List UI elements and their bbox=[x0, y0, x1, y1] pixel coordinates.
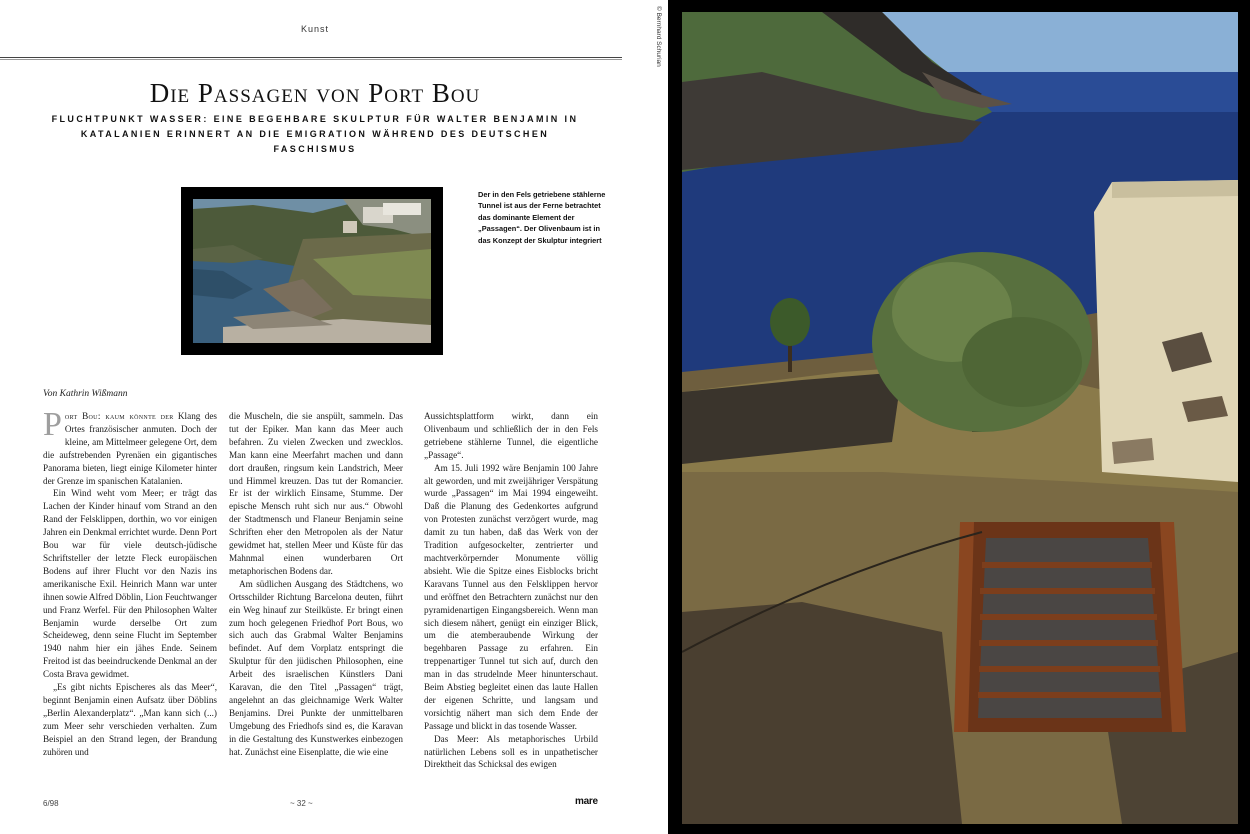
lead-paragraph-text: Klang des Ortes französischer anmuten. Doch der kleine, am Mittelmeer gelegene Ort, dem die aufstrebenden Pyrenäen ein gigantisches Panorama bieten, liegt einige Kilometer hinter der Grenze im spanischen Katalanien. bbox=[43, 411, 217, 486]
article-column-2 bbox=[229, 410, 403, 792]
article-headline: Die Passagen von Port Bou bbox=[149, 78, 481, 108]
inset-photo-coastline bbox=[193, 199, 431, 343]
page-number: ~ 32 ~ bbox=[290, 799, 313, 808]
section-label: Kunst bbox=[300, 24, 329, 34]
photo-credit-text: © Bernhard Schurian bbox=[655, 6, 662, 67]
header-rule bbox=[0, 57, 622, 60]
article-paragraph: Aussichtsplattform wirkt, dann ein Olivenbaum und schließlich der in den Fels getriebene stählerne Tunnel, die eigentliche „Passage“. bbox=[424, 411, 598, 460]
inset-photo bbox=[181, 187, 443, 355]
article-paragraph: Das Meer: Als metaphorisches Urbild natürlichen Lebens soll es in unpathetischer Direktheit das Schicksal des ewigen bbox=[424, 733, 598, 770]
large-photo-steel-stairs bbox=[682, 12, 1238, 824]
article-column-1 bbox=[43, 410, 217, 792]
photo-credit bbox=[651, 6, 665, 86]
lead-in-caps: ort Bou: kaum könnte der bbox=[64, 411, 174, 421]
article-subhead: FLUCHTPUNKT WASSER: EINE BEGEHBARE SKULPTUR FÜR WALTER BENJAMIN IN KATALANIEN ERINNERT AN DIE EMIGRATION WÄHREND DES DEUTSCHEN FASCHISMUS bbox=[51, 114, 579, 154]
drop-cap: P bbox=[43, 410, 62, 443]
article-byline: Von Kathrin Wißmann bbox=[43, 389, 128, 399]
issue-number: 6/98 bbox=[43, 799, 59, 808]
photo-caption: Der in den Fels getriebene stählerne Tunnel ist aus der Ferne betrachtet das dominante Element der „Passagen“. Der Olivenbaum ist in das Konzept der Skulptur integriert bbox=[478, 190, 606, 245]
article-paragraph: Ein Wind weht vom Meer; er trägt das Lachen der Kinder hinauf vom Strand an den Rand der Felsklippen, dorthin, wo vor einigen Jahren ein Denkmal errichtet wurde. Denn Port Bou war für viele deutsch-jüdische Schriftsteller der letzte Fleck europäischen Bodens auf ihrer Flucht vor den Nazis ins amerikanische Exil. Heinrich Mann war unter ihnen sowie Alfred Döblin, Lion Feuchtwanger und Franz Werfel. Für den Philosophen Walter Benjamin wurde derselbe Ort zum Scheideweg, denn seine Flucht im September 1940 nahm hier ein jähes Ende. Seinem Freitod ist das beeindruckende Denkmal an der Costa Brava gewidmet. bbox=[43, 488, 217, 680]
article-paragraph: Am südlichen Ausgang des Städtchens, wo Ortsschilder Richtung Barcelona deuten, führt ein Weg hinauf zur Steilküste. Er bringt einen zum hoch gelegenen Friedhof Port Bous, wo sich auch das Grabmal Walter Benjamins befindet. Auf dem Vorplatz entspringt die Skulptur für den jüdischen Philosophen, eine Arbeit des israelischen Künstlers Dani Karavan, die den Titel „Passagen“ trägt, angelehnt an das gleichnamige Werk Walter Benjamins. Drei Punkte der unmittelbaren Umgebung des Friedhofs sind es, die Karavan in die Gestaltung des Kunstwerkes einbezogen hat. Zunächst eine Eisenplatte, die wie eine bbox=[229, 578, 403, 757]
magazine-logo: mare bbox=[575, 796, 598, 807]
article-paragraph: die Muscheln, die sie anspült, sammeln. Das tut der Epiker. Man kann das Meer auch befahren. Zu vielen Zwecken und zwecklos. Man kann eine Meerfahrt machen und dann dort draußen, ringsum kein Landstrich, Meer und Himmel kreuzen. Das tut der Romancier. Er ist der wirklich Einsame, Stumme. Der epische Mensch ruht sich nur aus.“ Obwohl der Stadtmensch und Flaneur Benjamin seine Schriften eher den Metropolen als der Natur gewidmet hat, stellen Meer und Küste für das Mahnmal einen wunderbaren Ort metaphorischen Bodens dar. bbox=[229, 411, 403, 576]
article-paragraph: Am 15. Juli 1992 wäre Benjamin 100 Jahre alt geworden, und mit zweijähriger Verspätung wurde „Passagen“ im Mai 1994 eingeweiht. Daß die Planung des Gedenkortes aufgrund von Protesten zunächst verzögert wurde, mag damit zu tun haben, daß das Werk von der Tradition aufgesockelter, zentrierter und machtverkörpernder Monumente völlig absieht. Wie die Spitze eines Eisblocks bricht Karavans Tunnel aus den Felsklippen hervor und eröffnet den Betrachtern zunächst nur den pyramidenartigen Eingangsbereich. Wenn man sich diesem nähert, genügt ein einziger Blick, um die atemberaubende Wirkung der begehbaren Passage zu erfahren. Ein treppenartiger Tunnel tut sich auf, durch den man in das strudelnde Meer hinunterschaut. Beim Abstieg begleitet einen das laute Hallen der eigenen Schritte, und langsam und vorsichtig nähert man sich dem Ende der Passage und blickt in das tosende Wasser. bbox=[424, 462, 598, 731]
article-column-3 bbox=[424, 410, 598, 792]
article-paragraph bbox=[43, 410, 217, 487]
article-paragraph: „Es gibt nichts Epischeres als das Meer“, beginnt Benjamin einen Aufsatz über Döblins „Berlin Alexanderplatz“. „Man kann sich (...) zum Meer sehr verschieden verhalten. Zum Beispiel an den Strand legen, der Brandung zuhören und bbox=[43, 682, 217, 757]
